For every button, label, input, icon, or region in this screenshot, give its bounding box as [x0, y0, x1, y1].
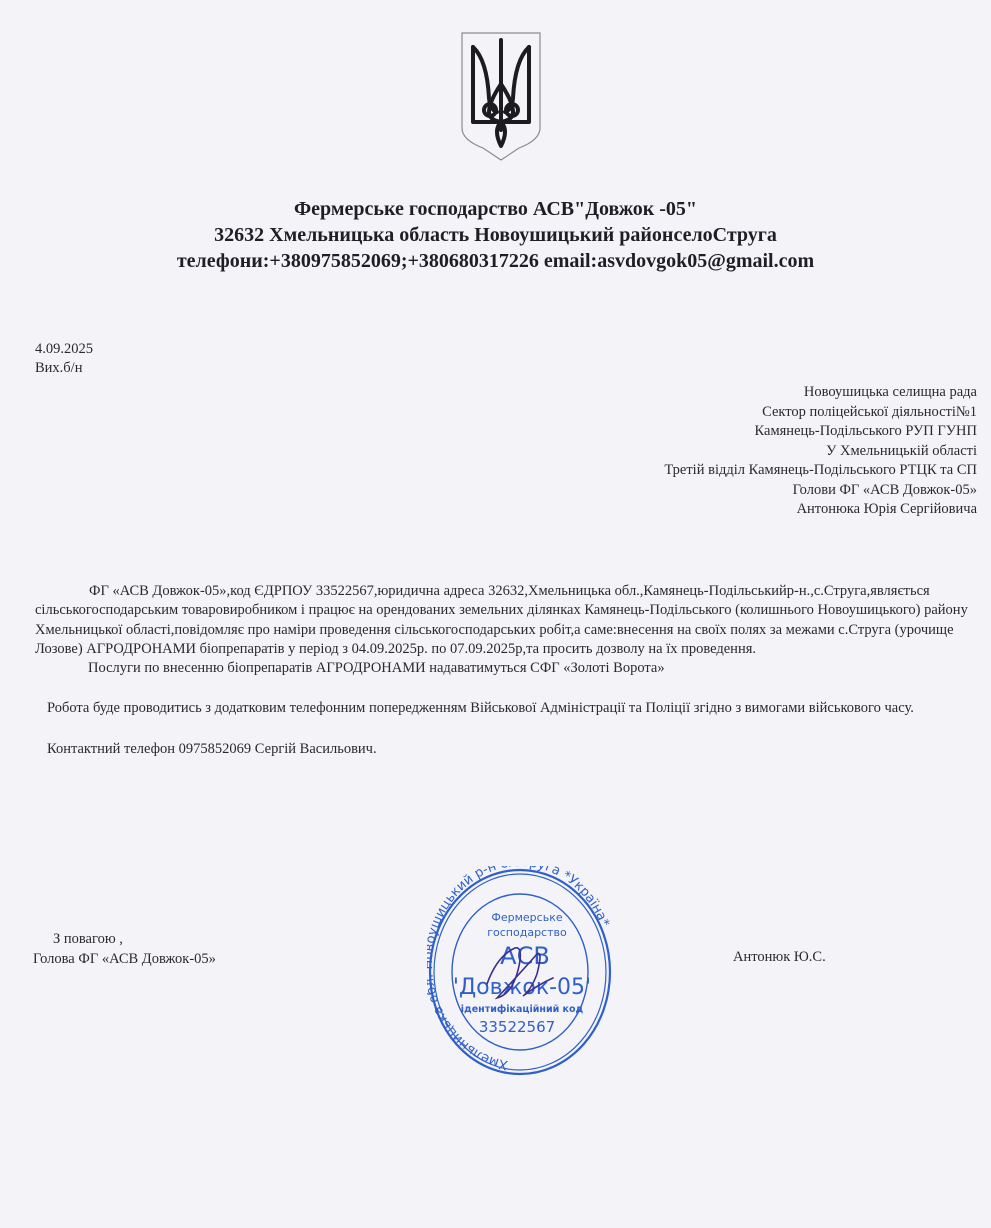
- addressee-line: Новоушицька селищна рада: [803, 384, 977, 400]
- body-paragraph: Послуги по внесенню біопрепаратів АГРОДРОНАМИ надаватимуться СФГ «Золоті Ворота»: [88, 660, 665, 677]
- outgoing-number: Вих.б/н: [35, 360, 83, 376]
- addressee-line: Голови ФГ «АСВ Довжок-05»: [792, 481, 977, 498]
- stamp-seal: [427, 866, 613, 1078]
- stamp-line: АСВ: [500, 942, 550, 970]
- signatory-position: Голова ФГ «АСВ Довжок-05»: [33, 950, 216, 967]
- addressee-line: Камянець-Подільського РУП ГУНП: [754, 423, 977, 439]
- stamp-ring-text: Хмельницька о шицький р-н га *Україна*: [427, 866, 612, 1073]
- addressee-line: Сектор поліцейської діяльності№1: [762, 403, 977, 420]
- addressee-line: У Хмельницькій області: [826, 442, 977, 459]
- body-paragraph: Контактний телефон 0975852069 Сергій Васильович.: [47, 740, 377, 757]
- company-contacts: телефони:+380975852069;+380680317226 email:asvdovgok05@gmail.com: [176, 250, 815, 272]
- body-paragraph: Робота буде проводитись з додатковим телефонним попередженням Військової Адміністрації та Поліції згідно з вимогами військового часу.: [47, 700, 914, 717]
- tryzub-coat-of-arms-icon: [459, 30, 543, 162]
- stamp-line: Фермерське: [491, 911, 563, 924]
- stamp-line: господарство: [487, 926, 567, 939]
- letterhead: [0, 196, 991, 274]
- company-address: 32632 Хмельницька область Новоушицький районселоСтруга: [214, 224, 777, 246]
- company-name: Фермерське господарство АСВ"Довжок -05": [294, 198, 697, 220]
- signatory-name: Антонюк Ю.С.: [733, 949, 826, 965]
- addressee-line: Третій відділ Камянець-Подільського РТЦК та СП: [664, 462, 977, 478]
- addressee-block: [664, 383, 977, 520]
- official-stamp: [427, 866, 613, 1078]
- document-date: 4.09.2025: [35, 341, 93, 357]
- body-paragraph: ФГ «АСВ Довжок-05»,код ЄДРПОУ 33522567,юридична адреса 32632,Хмельницька обл.,Камянець-Подільськийр-н.,с.Струга,являється сільськогосподарським товаровиробником і працює на орендованих земельних ділянках Камянець-Подільського (колишнього Новоушицького) району Хмельницької області,повідомляє про наміри проведення сільськогосподарських робіт,а саме:внесення на своїх полях за межами с.Струга (урочище Лозове) АГРОДРОНАМИ біопрепаратів у період з 04.09.2025р. по 07.09.2025р,та просить дозволу на їх проведення.: [35, 583, 968, 657]
- stamp-line: ідентифікаційний код: [460, 1004, 584, 1015]
- letter-body: [35, 582, 991, 759]
- addressee-line: Антонюка Юрія Сергійовича: [796, 501, 977, 517]
- signature-block: [33, 930, 216, 969]
- document-meta: [35, 340, 93, 378]
- closing-phrase: З повагою ,: [53, 931, 123, 947]
- stamp-line: 33522567: [478, 1018, 556, 1036]
- coat-of-arms-emblem: [459, 30, 543, 162]
- stamp-line: 'Довжок-05': [452, 975, 592, 1000]
